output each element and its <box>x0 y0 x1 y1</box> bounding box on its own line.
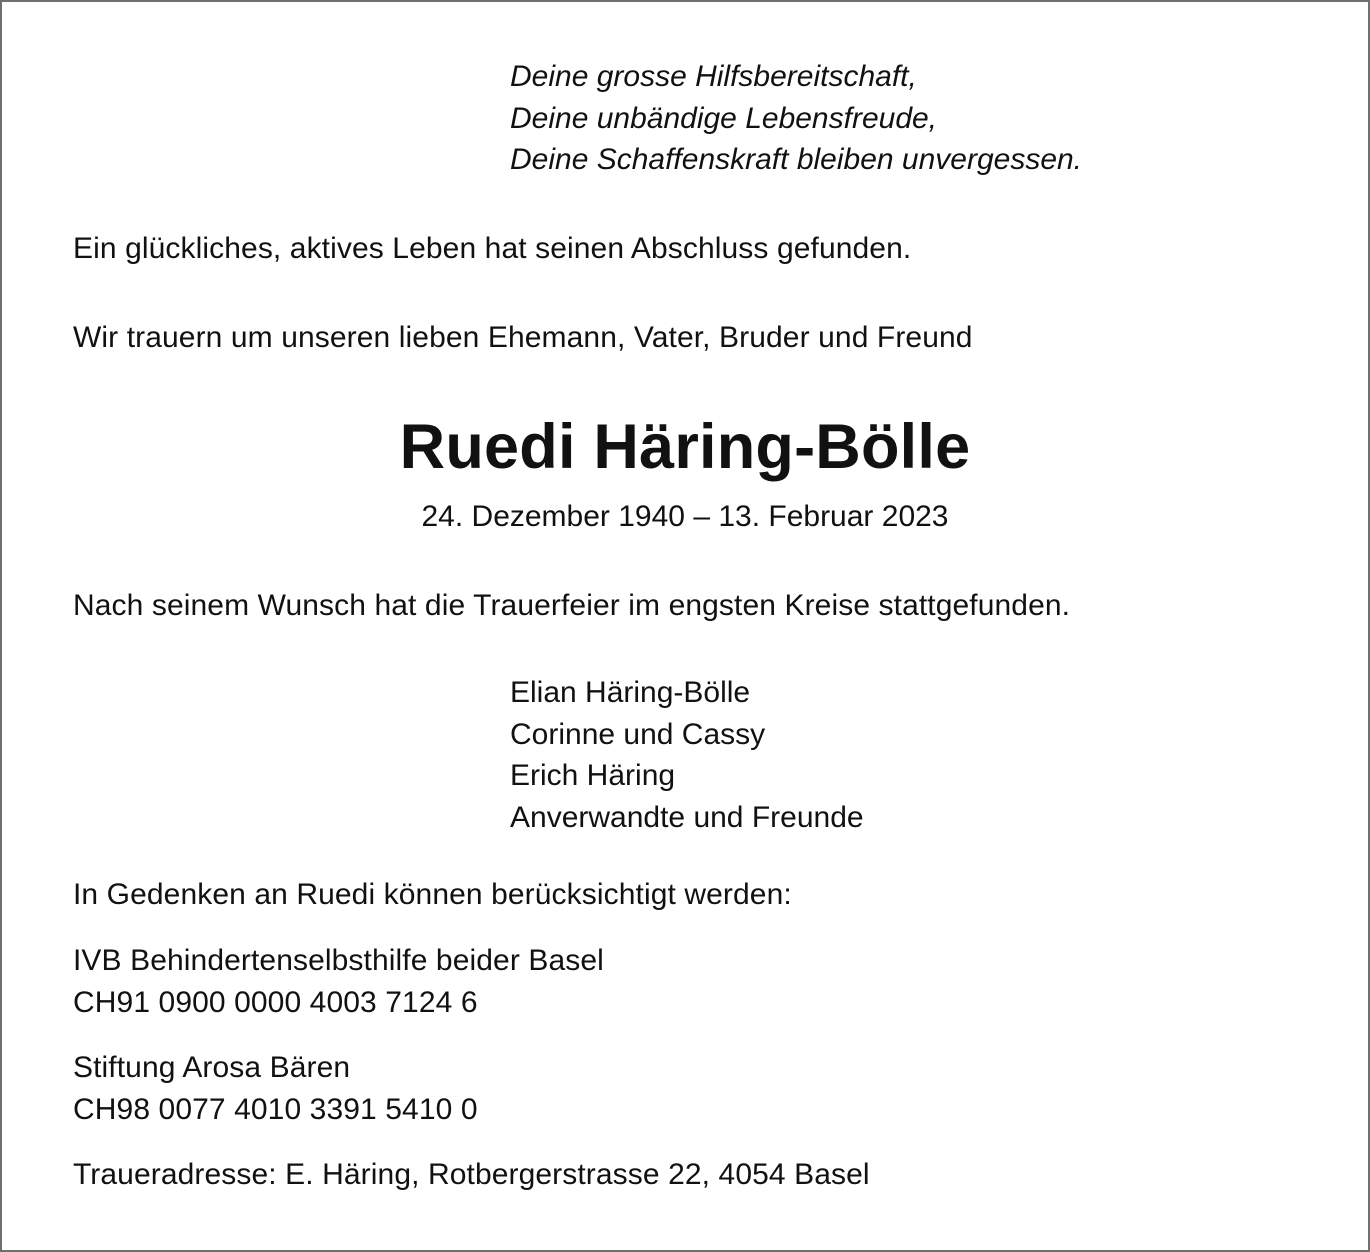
poem-line: Deine unbändige Lebensfreude, <box>510 101 938 135</box>
donation-name: Stiftung Arosa Bären <box>73 1051 351 1084</box>
family-list <box>510 672 864 838</box>
family-member: Erich Häring <box>510 759 676 792</box>
donation-iban: CH91 0900 0000 4003 7124 6 <box>73 986 478 1019</box>
donations-intro: In Gedenken an Ruedi können berücksichtigt werden: <box>73 878 792 911</box>
mourning-line: Wir trauern um unseren lieben Ehemann, Vater, Bruder und Freund <box>73 321 973 354</box>
family-member: Anverwandte und Freunde <box>510 800 864 834</box>
poem-line: Deine Schaffenskraft bleiben unvergessen. <box>510 143 1083 176</box>
family-member: Elian Häring-Bölle <box>510 676 751 709</box>
intro-line: Ein glückliches, aktives Leben hat seinen Abschluss gefunden. <box>73 232 912 265</box>
deceased-name: Ruedi Häring-Bölle <box>399 412 971 482</box>
deceased-dates: 24. Dezember 1940 – 13. Februar 2023 <box>421 500 949 533</box>
donation-name: IVB Behindertenselbsthilfe beider Basel <box>73 944 604 977</box>
donation-iban: CH98 0077 4010 3391 5410 0 <box>73 1093 478 1126</box>
ceremony-note: Nach seinem Wunsch hat die Trauerfeier im engsten Kreise stattgefunden. <box>73 589 1071 622</box>
family-member: Corinne und Cassy <box>510 717 766 751</box>
poem-line: Deine grosse Hilfsbereitschaft, <box>510 60 917 93</box>
poem <box>510 56 1082 181</box>
mourning-address: Traueradresse: E. Häring, Rotbergerstrasse 22, 4054 Basel <box>73 1158 870 1191</box>
